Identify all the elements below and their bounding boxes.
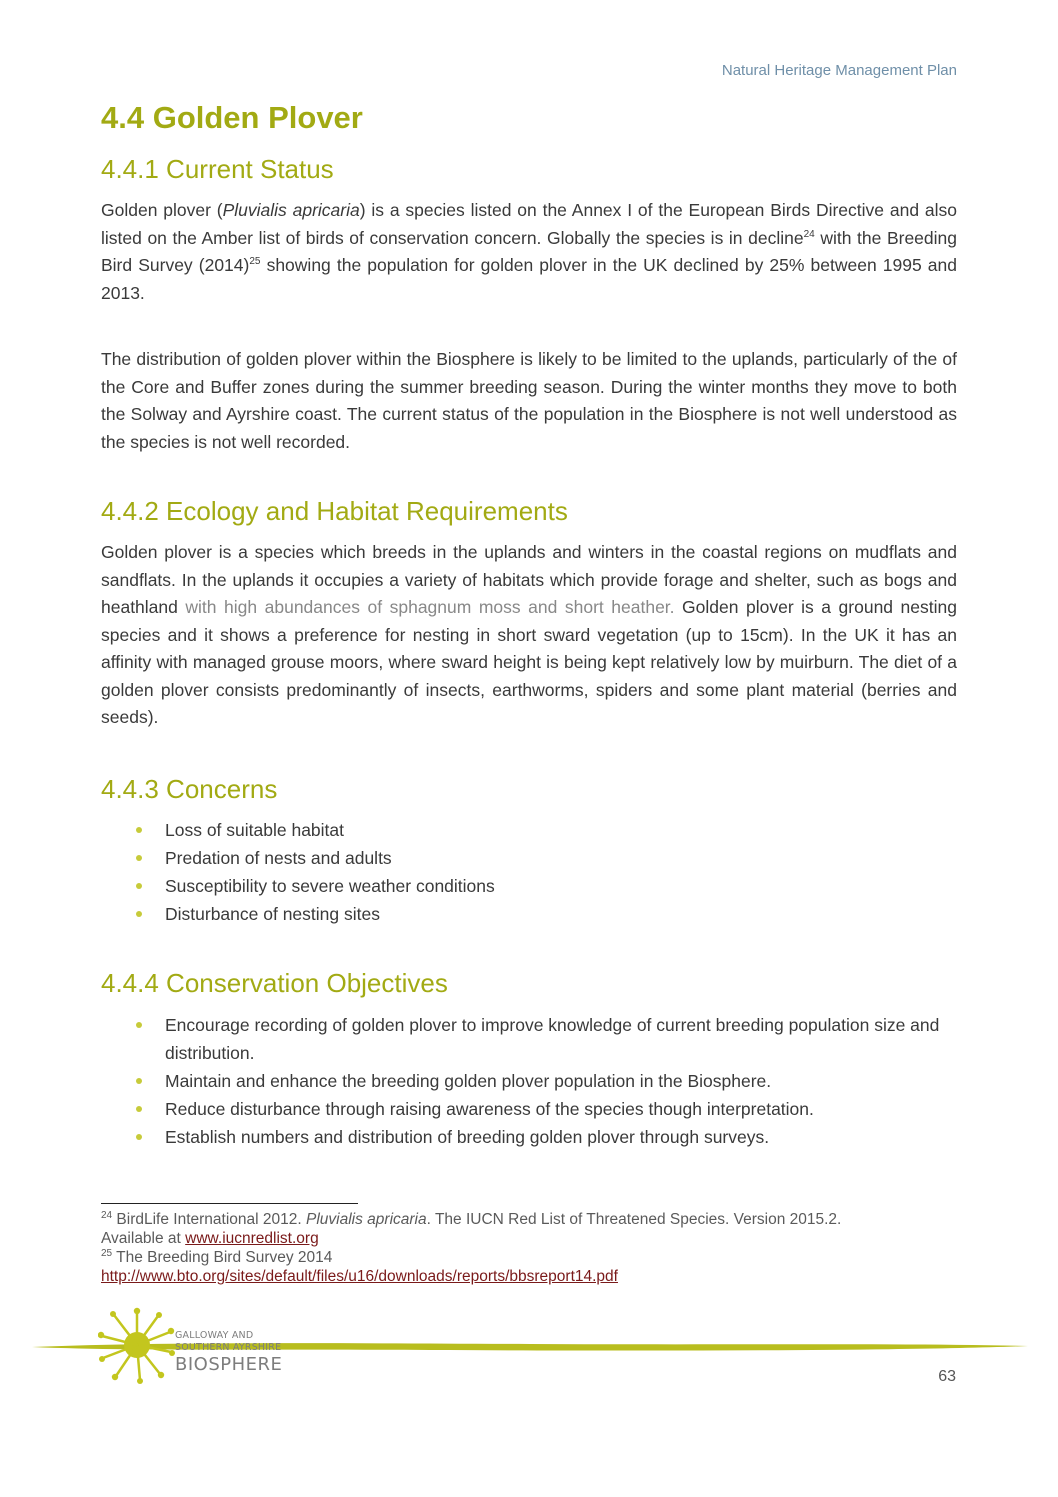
text-run: ) is a species listed on the Annex I of the European Birds Directive and also listed on the Amber list of birds of conservation concern. Globally the species is in decline xyxy=(101,200,957,248)
list-item-text: Predation of nests and adults xyxy=(165,848,392,868)
concerns-list xyxy=(136,816,958,928)
list-item xyxy=(136,816,958,844)
bullet-icon xyxy=(136,911,142,917)
heading-ecology: 4.4.2 Ecology and Habitat Requirements xyxy=(101,496,568,526)
text-run: Golden plover ( xyxy=(101,200,223,220)
footnote-number: 24 xyxy=(101,1209,113,1221)
list-item-text: Establish numbers and distribution of breeding golden plover through surveys. xyxy=(165,1127,770,1147)
footnote-text: BirdLife International 2012. xyxy=(112,1211,307,1228)
footnote-text: Available at xyxy=(101,1230,186,1247)
paragraph-current-status-2: The distribution of golden plover within the Biosphere is likely to be limited to the uplands, particularly of the of the Core and Buffer zones during the summer breeding season. During the winter months they move to both the Solway and Ayrshire coast. The current status of the population in the Biosphere is not well understood as the species is not well recorded. xyxy=(101,349,957,452)
biosphere-logo-text xyxy=(175,1330,282,1376)
bullet-icon xyxy=(136,1106,142,1112)
list-item xyxy=(136,872,958,900)
logo-line-3: BIOSPHERE xyxy=(175,1354,283,1375)
list-item xyxy=(136,1123,958,1151)
heading-current-status: 4.4.1 Current Status xyxy=(101,154,334,184)
logo-line-2: SOUTHERN AYRSHIRE xyxy=(175,1342,282,1353)
list-item xyxy=(136,1067,958,1095)
species-name: Pluvialis apricaria xyxy=(222,200,360,220)
list-item xyxy=(136,1095,958,1123)
biosphere-logo-icon xyxy=(98,1306,176,1384)
running-header: Natural Heritage Management Plan xyxy=(721,62,957,79)
text-run: Golden plover is a ground nesting species and it shows a preference for nesting in short sward vegetation (up to 15cm). In the UK it has an affinity with managed grouse moors, where sward height is being kept relatively low by muirburn. The diet of a golden plover consists predominantly of insects, earthworms, spiders and some plant material (berries and seeds). xyxy=(101,597,957,727)
text-run: with the Breeding Bird Survey (2014) xyxy=(101,227,957,275)
footnote-24 xyxy=(101,1210,971,1229)
list-item xyxy=(136,1011,958,1067)
footnote-text: The Breeding Bird Survey 2014 xyxy=(112,1249,333,1266)
list-item-text: Reduce disturbance through raising awareness of the species though interpretation. xyxy=(165,1099,814,1119)
bullet-icon xyxy=(136,855,142,861)
footnote-ref-25[interactable]: 25 xyxy=(249,256,261,268)
paragraph-ecology xyxy=(101,539,957,732)
list-item-text: Encourage recording of golden plover to improve knowledge of current breeding population size and distribution. xyxy=(165,1015,940,1063)
species-name: Pluvialis apricaria xyxy=(306,1211,427,1228)
footnote-24-availability xyxy=(101,1229,971,1248)
page-number: 63 xyxy=(938,1368,956,1385)
footnote-ref-24[interactable]: 24 xyxy=(803,228,815,240)
list-item-text: Loss of suitable habitat xyxy=(165,820,345,840)
list-item-text: Susceptibility to severe weather conditions xyxy=(165,876,495,896)
list-item-text: Maintain and enhance the breeding golden plover population in the Biosphere. xyxy=(165,1071,772,1091)
iucn-link[interactable]: www.iucnredlist.org xyxy=(185,1230,319,1247)
list-item xyxy=(136,900,958,928)
heading-concerns: 4.4.3 Concerns xyxy=(101,774,278,804)
text-run: showing the population for golden plover in the UK declined by 25% between 1995 and 2013. xyxy=(101,255,957,303)
section-title: 4.4 Golden Plover xyxy=(101,100,363,135)
bullet-icon xyxy=(136,1022,142,1028)
paragraph-current-status-1 xyxy=(101,197,957,307)
logo-line-1: GALLOWAY AND xyxy=(175,1330,254,1341)
bto-report-link[interactable]: http://www.bto.org/sites/default/files/u16/downloads/reports/bbsreport14.pdf xyxy=(101,1268,618,1285)
bullet-icon xyxy=(136,883,142,889)
text-run: Golden plover is a species which breeds in the uplands and winters in the coastal regions on mudflats and sandflats. In the uplands it occupies a variety of habitats which provide forage and shelter, such as bogs and heathland xyxy=(101,542,957,617)
list-item-text: Disturbance of nesting sites xyxy=(165,904,380,924)
footnote-number: 25 xyxy=(101,1247,113,1259)
footnote-25-link-line xyxy=(101,1267,971,1286)
footnote-25 xyxy=(101,1248,971,1267)
footnotes xyxy=(101,1210,971,1286)
heading-objectives: 4.4.4 Conservation Objectives xyxy=(101,968,448,998)
text-run-muted: with high abundances of sphagnum moss and short heather. xyxy=(185,597,675,617)
objectives-list xyxy=(136,1011,958,1151)
list-item xyxy=(136,844,958,872)
bullet-icon xyxy=(136,1134,142,1140)
footnote-divider xyxy=(101,1203,358,1204)
bullet-icon xyxy=(136,827,142,833)
footnote-text: . The IUCN Red List of Threatened Species. Version 2015.2. xyxy=(426,1211,842,1228)
bullet-icon xyxy=(136,1078,142,1084)
